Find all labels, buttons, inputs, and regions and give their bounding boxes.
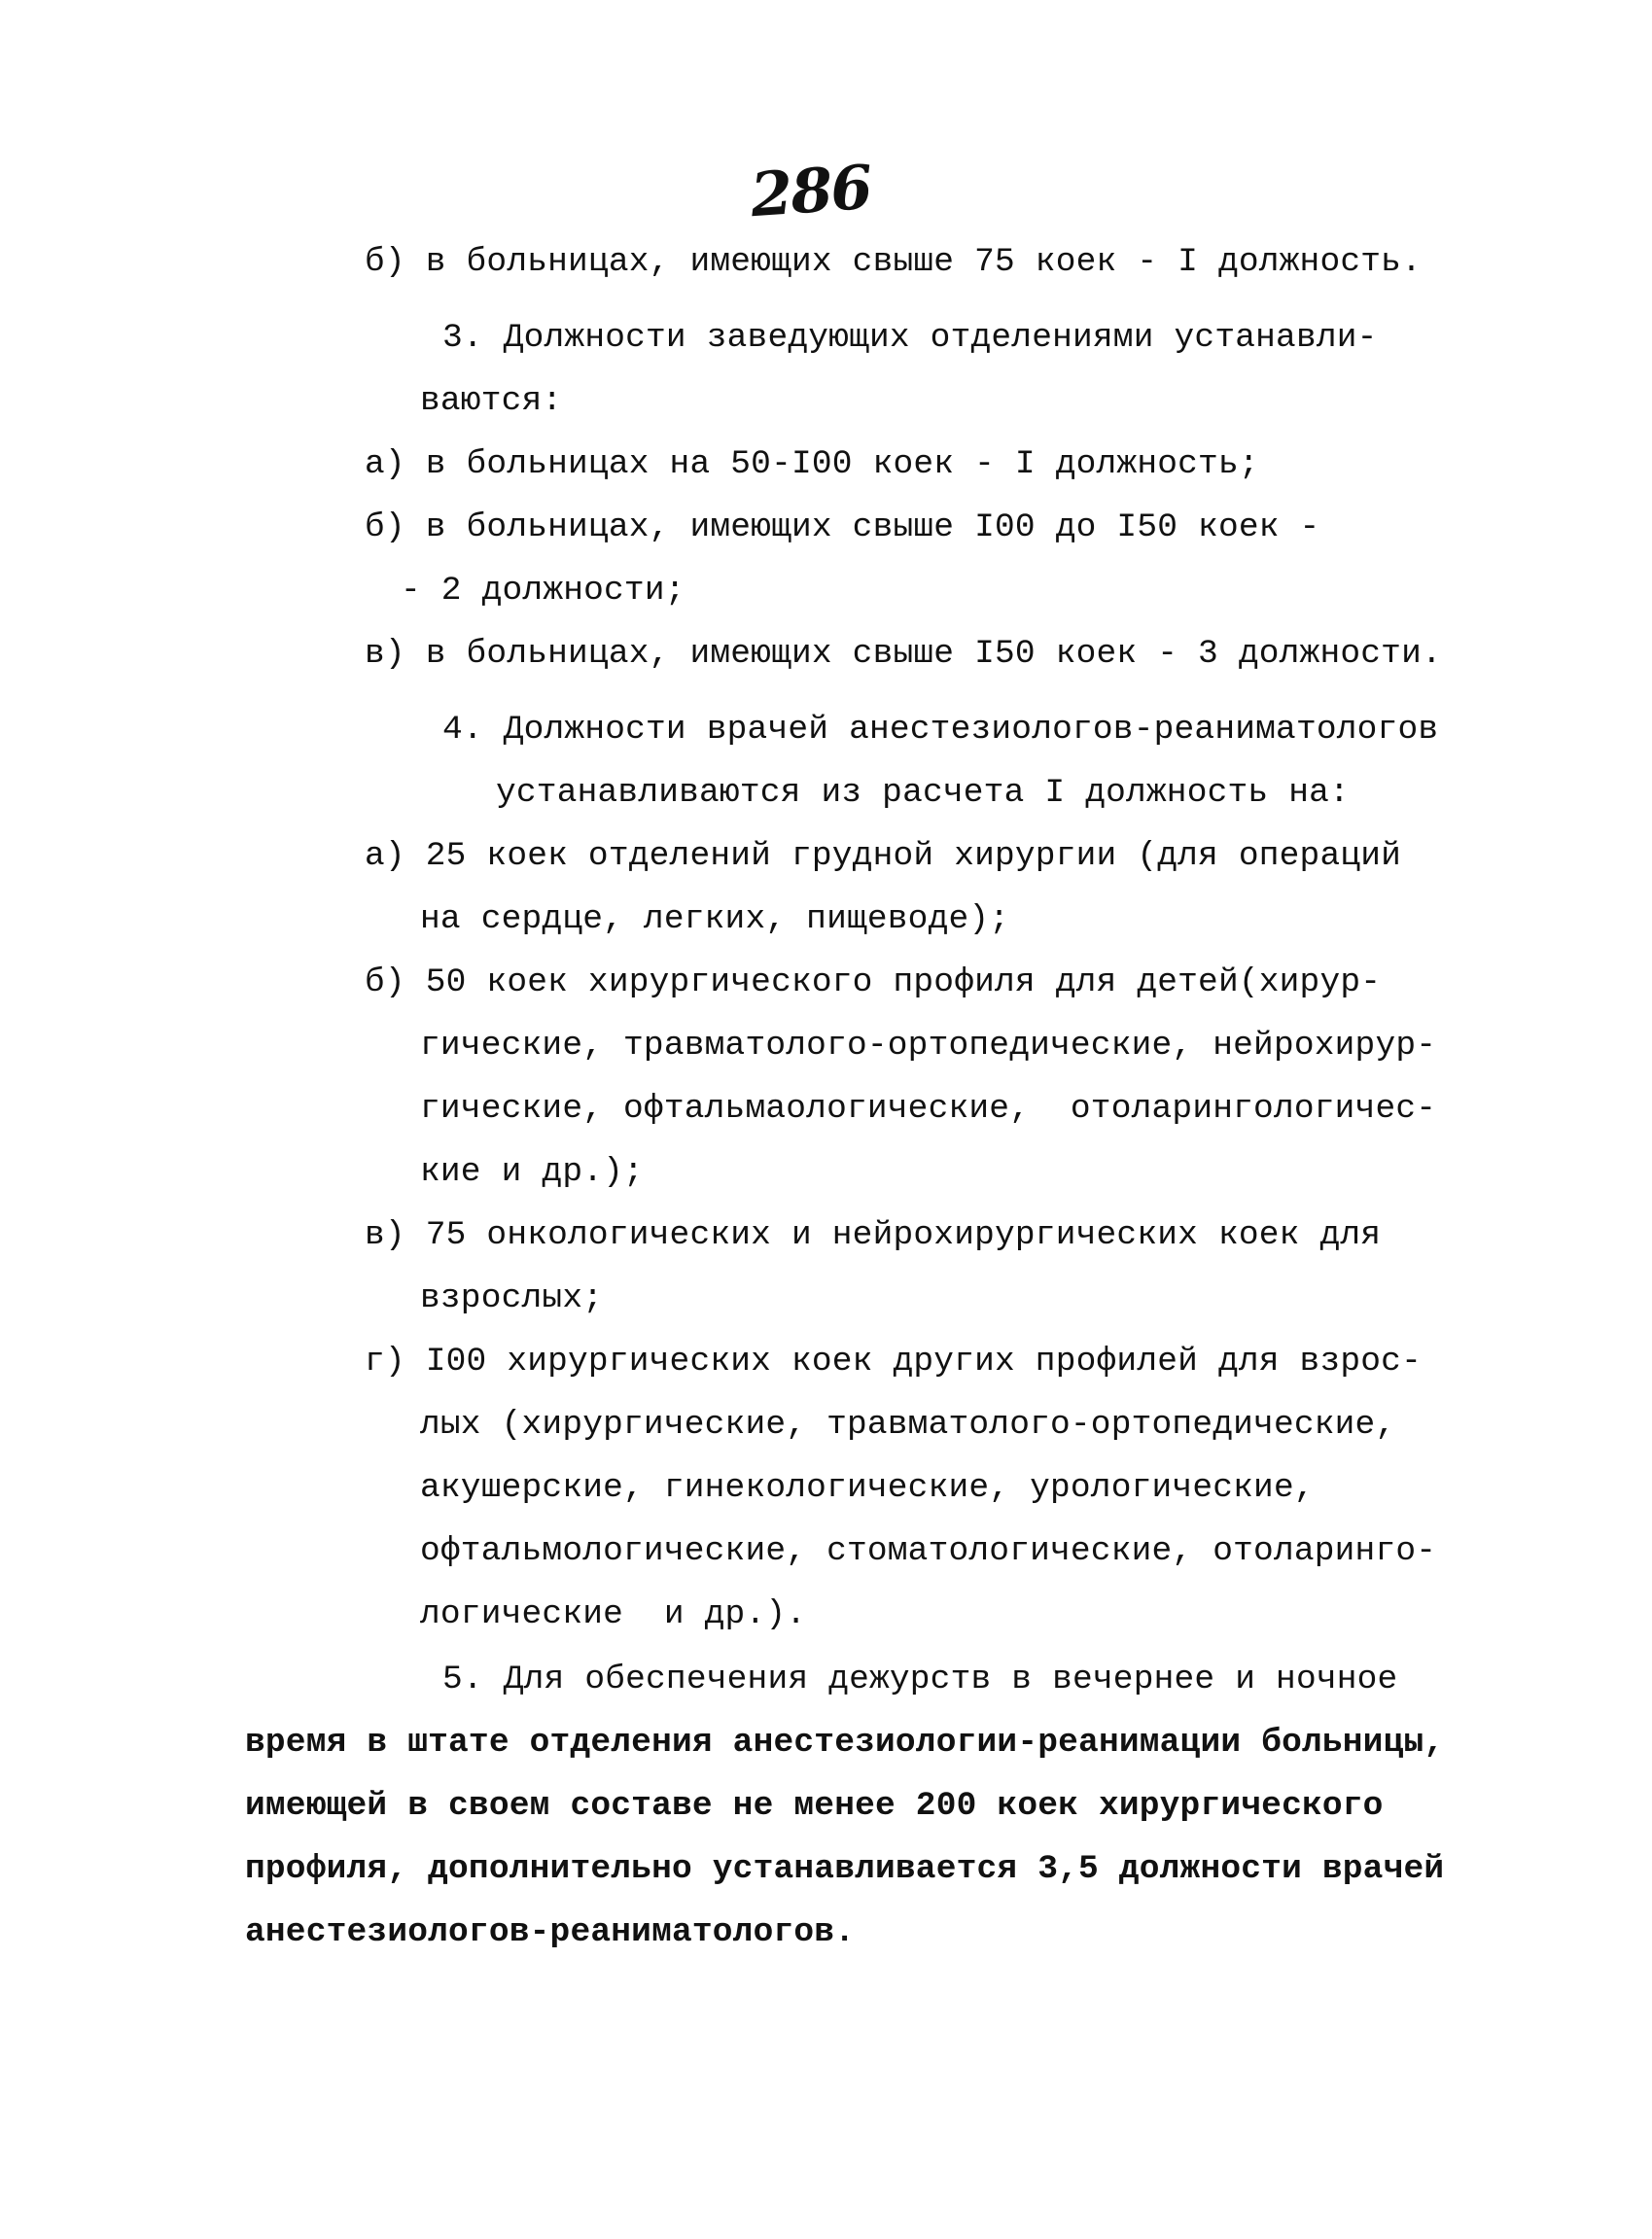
text-line: 5. Для обеспечения дежурств в вечернее и ночное <box>442 1661 1398 1698</box>
text-line: б) 50 коек хирургического профиля для детей(хирур- <box>365 963 1382 1001</box>
text-line: в) 75 онкологических и нейрохирургических коек для <box>365 1216 1382 1254</box>
text-line: в) в больницах, имеющих свыше I50 коек - 3 должности. <box>365 635 1442 673</box>
text-line: лых (хирургические, травматолого-ортопедические, <box>420 1406 1396 1444</box>
text-line: б) в больницах, имеющих свыше 75 коек - I должность. <box>365 243 1422 281</box>
text-line: взрослых; <box>420 1279 604 1317</box>
text-line: а) в больницах на 50-I00 коек - I должность; <box>365 445 1259 483</box>
text-line: профиля, дополнительно устанавливается 3,5 должности врачей <box>245 1850 1445 1888</box>
text-line: кие и др.); <box>420 1153 644 1191</box>
text-line: акушерские, гинекологические, урологические, <box>420 1469 1315 1507</box>
text-line: время в штате отделения анестезиологии-реанимации больницы, <box>245 1724 1445 1762</box>
text-line: логические и др.). <box>420 1595 807 1633</box>
text-line: гические, офтальмаологические, отоларингологичес- <box>420 1090 1437 1128</box>
text-line: гические, травматолого-ортопедические, нейрохирур- <box>420 1027 1437 1065</box>
text-line: б) в больницах, имеющих свыше I00 до I50 коек - <box>365 508 1320 546</box>
text-line: 3. Должности заведующих отделениями устанавли- <box>442 319 1378 357</box>
page-number: 286 <box>748 151 873 231</box>
text-line: 4. Должности врачей анестезиологов-реаниматологов <box>442 711 1439 749</box>
text-line: на сердце, легких, пищеводе); <box>420 900 1010 938</box>
text-line: ваются: <box>420 382 563 420</box>
text-line: г) I00 хирургических коек других профилей для взрос- <box>365 1343 1422 1381</box>
text-line: - 2 должности; <box>401 572 685 610</box>
text-line: анестезиологов-реаниматологов. <box>245 1913 856 1951</box>
text-line: устанавливаются из расчета I должность на: <box>496 774 1350 812</box>
text-line: имеющей в своем составе не менее 200 коек хирургического <box>245 1787 1384 1825</box>
text-line: офтальмологические, стоматологические, отоларинго- <box>420 1532 1437 1570</box>
text-line: а) 25 коек отделений грудной хирургии (для операций <box>365 837 1402 875</box>
